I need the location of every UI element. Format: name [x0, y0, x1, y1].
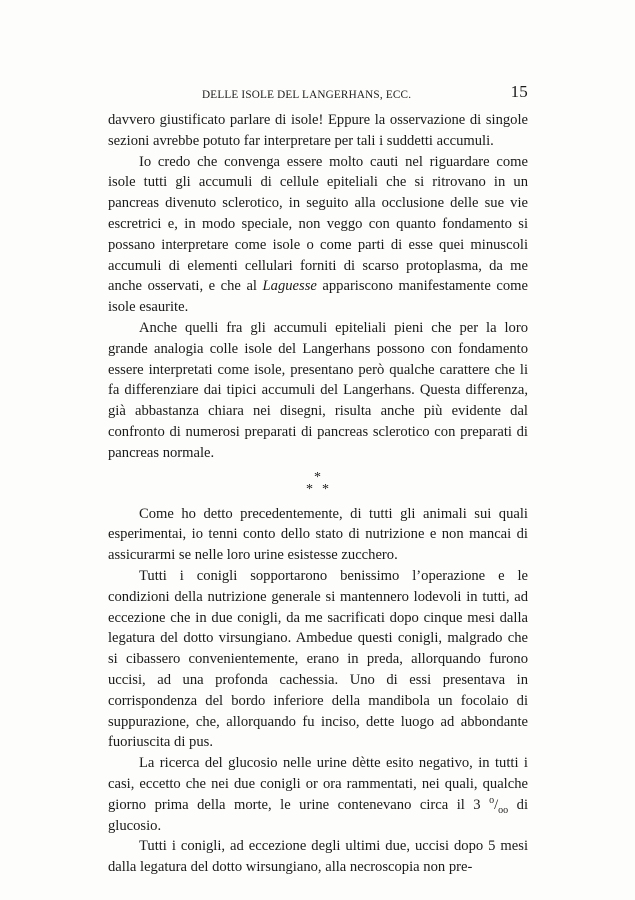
- asterisk: *: [322, 481, 329, 497]
- section-separator: [108, 464, 528, 504]
- paragraph-text: appariscono manifestamente come isole esaurite.: [108, 278, 528, 316]
- asterisk: *: [306, 481, 313, 497]
- text-line: sezioni avrebbe potuto far interpretare per tali i suddetti accumuli.: [108, 132, 494, 149]
- paragraph: [108, 152, 528, 318]
- book-page: [108, 82, 528, 878]
- permille-sup: o: [489, 794, 495, 806]
- author-name: Laguesse: [262, 278, 317, 295]
- paragraph: Tutti i conigli sopportarono benissimo l’operazione e le condizioni della nutrizione generale si mantennero lodevoli in tutti, ad eccezione che in due conigli, da me sacrificati dopo cinque mesi dalla legatura del dotto virsungiano. Ambedue questi conigli, malgrado che si cibassero convenientemente, erano in preda, allorquando furono uccisi, ad una profonda cachessia. Uno di essi presentava in corrispondenza del bordo inferiore della mandibola un focolaio di suppurazione, che, allorquando fu inciso, dette luogo ad abbondante fuoriuscita di pus.: [108, 567, 528, 751]
- running-title: DELLE ISOLE DEL LANGERHANS, ECC.: [202, 89, 412, 101]
- paragraph-text: Io credo che convenga essere molto cauti nel riguardare come isole tutti gli accumuli di cellule epiteliali che si ritrovano in un pancreas divenuto sclerotico, in seguito alla occlusione delle sue vie escretrici e, in modo speciale, non veggo con quanto fondamento si possano interpretare come isole o come parti di esse quei minuscoli accumuli di elementi cellulari forniti di scarso protoplasma, da me anche osservati, e che al: [108, 153, 528, 295]
- paragraph-text: La ricerca del glucosio nelle urine dètte esito negativo, in tutti i casi, eccetto che nei due conigli or ora rammentati, nei quali, qualche giorno prima della morte, le urine contenevano circa il 3: [108, 755, 528, 813]
- page-number: 15: [510, 82, 528, 101]
- text-line: davvero giustificato parlare di isole! Eppure la osservazione di singole: [108, 112, 528, 128]
- permille-sub: oo: [498, 804, 509, 816]
- page-header: [108, 82, 528, 106]
- paragraph: [108, 753, 528, 836]
- paragraph: Anche quelli fra gli accumuli epiteliali pieni che per la loro grande analogia colle isole del Langerhans possono con fondamento essere interpretati come isole, presentano però qualche carattere che li fa differenziare dai tipici accumuli del Langerhans. Questa differenza, già abbastanza chiara nei disegni, risulta anche più evidente dal confronto di numerosi preparati di pancreas sclerotico con preparati di pancreas normale.: [108, 319, 528, 461]
- paragraph: Tutti i conigli, ad eccezione degli ultimi due, uccisi dopo 5 mesi dalla legatura del dotto wirsungiano, alla necroscopia non pre-: [108, 838, 528, 876]
- paragraph-text: di glucosio.: [108, 796, 528, 834]
- paragraph-continuation: [108, 110, 528, 152]
- permille-slash: /: [494, 796, 499, 813]
- paragraph: Come ho detto precedentemente, di tutti gli animali sui quali esperimentai, io tenni conto dello stato di nutrizione e non mancai di assicurarmi se nelle loro urine esistesse zucchero.: [108, 505, 528, 564]
- asterisk: *: [314, 469, 321, 485]
- body-text: [108, 110, 528, 878]
